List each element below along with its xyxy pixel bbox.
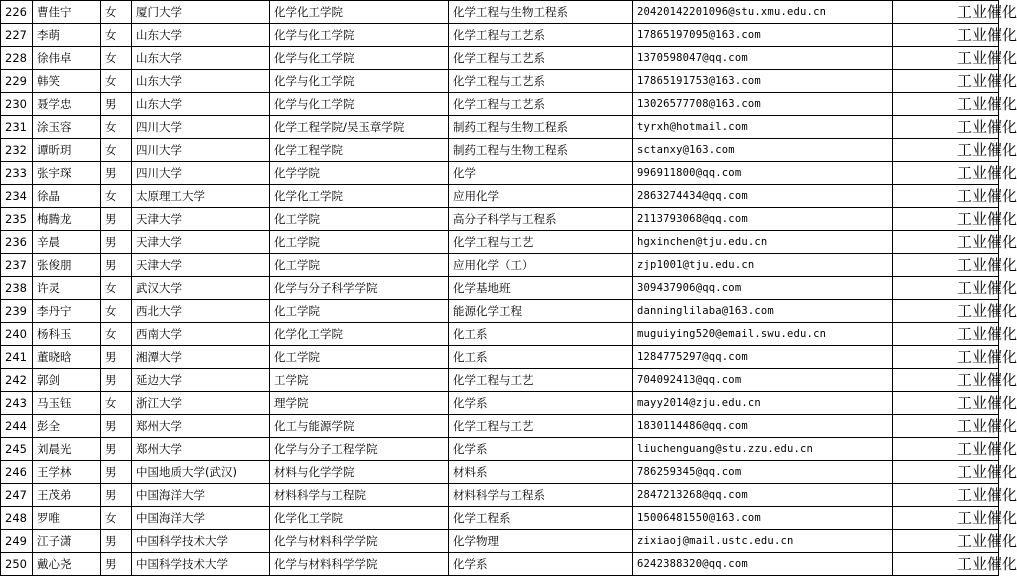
name-cell[interactable]: 徐晶 [33,185,101,208]
field-cell[interactable] [893,254,1017,277]
name-cell[interactable]: 杨科玉 [33,323,101,346]
university-cell[interactable]: 天津大学 [132,231,270,254]
department-cell[interactable]: 化工系 [449,346,633,369]
department-cell[interactable]: 化学工程与工艺系 [449,47,633,70]
university-cell[interactable]: 四川大学 [132,162,270,185]
gender-cell[interactable]: 女 [101,392,132,415]
college-cell[interactable]: 化学与材料科学学院 [270,530,449,553]
gender-cell[interactable]: 男 [101,231,132,254]
department-cell[interactable]: 应用化学 [449,185,633,208]
college-cell[interactable]: 化学与化工学院 [270,24,449,47]
department-cell[interactable]: 制药工程与生物工程系 [449,116,633,139]
field-label: 工业催化 [957,371,1017,389]
field-cell[interactable] [893,162,1017,185]
row-number-cell[interactable]: 243 [1,392,33,415]
row-number-cell[interactable]: 228 [1,47,33,70]
gender-cell[interactable]: 男 [101,162,132,185]
department-cell[interactable]: 化学工程与工艺系 [449,24,633,47]
row-number-cell[interactable]: 247 [1,484,33,507]
department-cell[interactable]: 应用化学（工） [449,254,633,277]
name-cell[interactable]: 王学林 [33,461,101,484]
university-cell[interactable]: 中国海洋大学 [132,507,270,530]
email-cell[interactable]: mayy2014@zju.edu.cn [633,392,893,415]
college-cell[interactable]: 化工学院 [270,208,449,231]
row-number-cell[interactable]: 232 [1,139,33,162]
gender-cell[interactable]: 男 [101,461,132,484]
name-cell[interactable]: 谭昕玥 [33,139,101,162]
table-row [1,231,999,254]
gender-cell[interactable]: 男 [101,553,132,576]
table-row [1,139,999,162]
gender-cell[interactable]: 男 [101,438,132,461]
field-cell[interactable] [893,346,1017,369]
field-label: 工业催化 [957,187,1017,205]
college-cell[interactable]: 化学与材料科学学院 [270,553,449,576]
name-cell[interactable]: 李丹宁 [33,300,101,323]
university-cell[interactable]: 山东大学 [132,70,270,93]
table-row [1,300,999,323]
table-row [1,70,999,93]
name-cell[interactable]: 张俊朋 [33,254,101,277]
field-label: 工业催化 [957,95,1017,113]
field-label: 工业催化 [957,49,1017,67]
name-cell[interactable]: 马玉钰 [33,392,101,415]
university-cell[interactable]: 郑州大学 [132,415,270,438]
department-cell[interactable]: 化学工程与工艺 [449,369,633,392]
row-number-cell[interactable]: 236 [1,231,33,254]
table-row [1,1,999,24]
university-cell[interactable]: 中国海洋大学 [132,484,270,507]
table-row [1,346,999,369]
field-cell[interactable] [893,323,1017,346]
name-cell[interactable]: 曹佳宁 [33,1,101,24]
field-cell[interactable] [893,185,1017,208]
college-cell[interactable]: 化学与化工学院 [270,93,449,116]
university-cell[interactable]: 天津大学 [132,254,270,277]
row-number-cell[interactable]: 246 [1,461,33,484]
name-cell[interactable]: 王茂弟 [33,484,101,507]
department-cell[interactable]: 化学基地班 [449,277,633,300]
name-cell[interactable]: 梅腾龙 [33,208,101,231]
table-row [1,93,999,116]
table-row [1,277,999,300]
email-cell[interactable]: sctanxy@163.com [633,139,893,162]
college-cell[interactable]: 化工学院 [270,300,449,323]
college-cell[interactable]: 理学院 [270,392,449,415]
email-cell[interactable]: 2863274434@qq.com [633,185,893,208]
field-label: 工业催化 [957,233,1017,251]
field-label: 工业催化 [957,164,1017,182]
field-label: 工业催化 [957,279,1017,297]
gender-cell[interactable]: 女 [101,24,132,47]
college-cell[interactable]: 化学工程学院 [270,139,449,162]
university-cell[interactable]: 武汉大学 [132,277,270,300]
table-row [1,530,999,553]
table-row [1,484,999,507]
field-label: 工业催化 [957,509,1017,527]
email-cell[interactable]: 1284775297@qq.com [633,346,893,369]
table-row [1,208,999,231]
department-cell[interactable]: 制药工程与生物工程系 [449,139,633,162]
gender-cell[interactable]: 女 [101,116,132,139]
gender-cell[interactable]: 男 [101,93,132,116]
university-cell[interactable]: 中国地质大学(武汉) [132,461,270,484]
name-cell[interactable]: 聂学忠 [33,93,101,116]
email-cell[interactable]: 996911800@qq.com [633,162,893,185]
college-cell[interactable]: 化学与化工学院 [270,70,449,93]
table-row [1,507,999,530]
college-cell[interactable]: 化学与化工学院 [270,47,449,70]
table-row [1,254,999,277]
department-cell[interactable]: 化学系 [449,392,633,415]
field-label: 工业催化 [957,210,1017,228]
table-row [1,116,999,139]
field-label: 工业催化 [957,3,1017,21]
row-number-cell[interactable]: 248 [1,507,33,530]
gender-cell[interactable]: 女 [101,507,132,530]
gender-cell[interactable]: 女 [101,185,132,208]
gender-cell[interactable]: 男 [101,484,132,507]
email-cell[interactable]: 2113793068@qq.com [633,208,893,231]
name-cell[interactable]: 董晓晗 [33,346,101,369]
row-number-cell[interactable]: 249 [1,530,33,553]
college-cell[interactable]: 化学化工学院 [270,1,449,24]
row-number-cell[interactable]: 230 [1,93,33,116]
field-cell[interactable] [893,47,1017,70]
university-cell[interactable]: 天津大学 [132,208,270,231]
department-cell[interactable]: 化工系 [449,323,633,346]
field-cell[interactable] [893,484,1017,507]
field-label: 工业催化 [957,440,1017,458]
department-cell[interactable]: 材料系 [449,461,633,484]
name-cell[interactable]: 许灵 [33,277,101,300]
department-cell[interactable]: 化学工程与工艺 [449,231,633,254]
field-cell[interactable] [893,369,1017,392]
gender-cell[interactable]: 女 [101,139,132,162]
field-label: 工业催化 [957,532,1017,550]
row-number-cell[interactable]: 239 [1,300,33,323]
name-cell[interactable]: 涂玉容 [33,116,101,139]
department-cell[interactable]: 化学系 [449,553,633,576]
email-cell[interactable]: 1830114486@qq.com [633,415,893,438]
field-cell[interactable] [893,93,1017,116]
gender-cell[interactable]: 女 [101,70,132,93]
field-label: 工业催化 [957,302,1017,320]
college-cell[interactable]: 工学院 [270,369,449,392]
college-cell[interactable]: 化学工程学院/吴玉章学院 [270,116,449,139]
university-cell[interactable]: 四川大学 [132,116,270,139]
gender-cell[interactable]: 女 [101,1,132,24]
table-row [1,392,999,415]
table-row [1,553,999,576]
university-cell[interactable]: 中国科学技术大学 [132,530,270,553]
university-cell[interactable]: 山东大学 [132,24,270,47]
university-cell[interactable]: 浙江大学 [132,392,270,415]
gender-cell[interactable]: 男 [101,208,132,231]
field-label: 工业催化 [957,256,1017,274]
field-cell[interactable] [893,1,1017,24]
email-cell[interactable]: zjp1001@tju.edu.cn [633,254,893,277]
field-label: 工业催化 [957,118,1017,136]
college-cell[interactable]: 化工学院 [270,254,449,277]
college-cell[interactable]: 化工与能源学院 [270,415,449,438]
college-cell[interactable]: 化工学院 [270,346,449,369]
department-cell[interactable]: 能源化学工程 [449,300,633,323]
department-cell[interactable]: 化学物理 [449,530,633,553]
row-number-cell[interactable]: 231 [1,116,33,139]
field-label: 工业催化 [957,72,1017,90]
gender-cell[interactable]: 女 [101,300,132,323]
email-cell[interactable]: 13026577708@163.com [633,93,893,116]
row-number-cell[interactable]: 240 [1,323,33,346]
university-cell[interactable]: 太原理工大学 [132,185,270,208]
email-cell[interactable]: 15006481550@163.com [633,507,893,530]
email-cell[interactable]: hgxinchen@tju.edu.cn [633,231,893,254]
table-row [1,24,999,47]
field-cell[interactable] [893,70,1017,93]
field-label: 工业催化 [957,463,1017,481]
college-cell[interactable]: 化学与分子科学学院 [270,277,449,300]
field-cell[interactable] [893,461,1017,484]
university-cell[interactable]: 山东大学 [132,47,270,70]
gender-cell[interactable]: 男 [101,530,132,553]
field-cell[interactable] [893,392,1017,415]
gender-cell[interactable]: 女 [101,323,132,346]
name-cell[interactable]: 江子潇 [33,530,101,553]
table-row [1,415,999,438]
university-cell[interactable]: 西南大学 [132,323,270,346]
college-cell[interactable]: 化工学院 [270,231,449,254]
row-number-cell[interactable]: 229 [1,70,33,93]
college-cell[interactable]: 化学化工学院 [270,507,449,530]
field-cell[interactable] [893,277,1017,300]
university-cell[interactable]: 郑州大学 [132,438,270,461]
email-cell[interactable]: 17865197095@163.com [633,24,893,47]
row-number-cell[interactable]: 250 [1,553,33,576]
row-number-cell[interactable]: 235 [1,208,33,231]
field-cell[interactable] [893,507,1017,530]
email-cell[interactable]: 17865191753@163.com [633,70,893,93]
field-label: 工业催化 [957,417,1017,435]
field-cell[interactable] [893,415,1017,438]
row-number-cell[interactable]: 226 [1,1,33,24]
email-cell[interactable]: danninglilaba@163.com [633,300,893,323]
gender-cell[interactable]: 女 [101,277,132,300]
department-cell[interactable]: 化学工程系 [449,507,633,530]
field-label: 工业催化 [957,348,1017,366]
name-cell[interactable]: 戴心尧 [33,553,101,576]
gender-cell[interactable]: 女 [101,47,132,70]
department-cell[interactable]: 化学工程与工艺系 [449,70,633,93]
field-cell[interactable] [893,553,1017,576]
email-cell[interactable]: 1370598047@qq.com [633,47,893,70]
university-cell[interactable]: 厦门大学 [132,1,270,24]
field-label: 工业催化 [957,141,1017,159]
field-cell[interactable] [893,438,1017,461]
row-number-cell[interactable]: 227 [1,24,33,47]
table-row [1,162,999,185]
university-cell[interactable]: 四川大学 [132,139,270,162]
gender-cell[interactable]: 男 [101,369,132,392]
field-label: 工业催化 [957,26,1017,44]
university-cell[interactable]: 中国科学技术大学 [132,553,270,576]
university-cell[interactable]: 湘潭大学 [132,346,270,369]
name-cell[interactable]: 辛晨 [33,231,101,254]
department-cell[interactable]: 高分子科学与工程系 [449,208,633,231]
college-cell[interactable]: 化学与分子工程学院 [270,438,449,461]
college-cell[interactable]: 化学学院 [270,162,449,185]
table-row [1,461,999,484]
field-label: 工业催化 [957,325,1017,343]
name-cell[interactable]: 郭剑 [33,369,101,392]
college-cell[interactable]: 化学化工学院 [270,323,449,346]
table-row [1,369,999,392]
name-cell[interactable]: 张宇琛 [33,162,101,185]
gender-cell[interactable]: 男 [101,415,132,438]
field-cell[interactable] [893,208,1017,231]
field-cell[interactable] [893,300,1017,323]
university-cell[interactable]: 延边大学 [132,369,270,392]
college-cell[interactable]: 材料科学与工程院 [270,484,449,507]
field-cell[interactable] [893,116,1017,139]
university-cell[interactable]: 山东大学 [132,93,270,116]
college-cell[interactable]: 化学化工学院 [270,185,449,208]
name-cell[interactable]: 徐伟卓 [33,47,101,70]
email-cell[interactable]: 2847213268@qq.com [633,484,893,507]
email-cell[interactable]: 6242388320@qq.com [633,553,893,576]
field-label: 工业催化 [957,486,1017,504]
field-cell[interactable] [893,231,1017,254]
email-cell[interactable]: 704092413@qq.com [633,369,893,392]
gender-cell[interactable]: 男 [101,254,132,277]
table-row [1,185,999,208]
row-number-cell[interactable]: 234 [1,185,33,208]
table-row [1,323,999,346]
field-label: 工业催化 [957,555,1017,573]
row-number-cell[interactable]: 244 [1,415,33,438]
department-cell[interactable]: 化学工程与生物工程系 [449,1,633,24]
university-cell[interactable]: 西北大学 [132,300,270,323]
name-cell[interactable]: 韩笑 [33,70,101,93]
department-cell[interactable]: 材料科学与工程系 [449,484,633,507]
name-cell[interactable]: 彭全 [33,415,101,438]
email-cell[interactable]: tyrxh@hotmail.com [633,116,893,139]
department-cell[interactable]: 化学工程与工艺 [449,415,633,438]
department-cell[interactable]: 化学系 [449,438,633,461]
email-cell[interactable]: zixiaoj@mail.ustc.edu.cn [633,530,893,553]
college-cell[interactable]: 材料与化学学院 [270,461,449,484]
row-number-cell[interactable]: 237 [1,254,33,277]
row-number-cell[interactable]: 238 [1,277,33,300]
field-cell[interactable] [893,24,1017,47]
field-cell[interactable] [893,530,1017,553]
row-number-cell[interactable]: 233 [1,162,33,185]
field-cell[interactable] [893,139,1017,162]
email-cell[interactable]: 786259345@qq.com [633,461,893,484]
table-row [1,438,999,461]
email-cell[interactable]: 20420142201096@stu.xmu.edu.cn [633,1,893,24]
row-number-cell[interactable]: 241 [1,346,33,369]
row-number-cell[interactable]: 245 [1,438,33,461]
table-body [1,1,1017,576]
department-cell[interactable]: 化学 [449,162,633,185]
email-cell[interactable]: muguiying520@email.swu.edu.cn [633,323,893,346]
email-cell[interactable]: 309437906@qq.com [633,277,893,300]
name-cell[interactable]: 刘晨光 [33,438,101,461]
field-label: 工业催化 [957,394,1017,412]
name-cell[interactable]: 罗唯 [33,507,101,530]
table-row [1,47,999,70]
row-number-cell[interactable]: 242 [1,369,33,392]
name-cell[interactable]: 李萌 [33,24,101,47]
gender-cell[interactable]: 男 [101,346,132,369]
email-cell[interactable]: liuchenguang@stu.zzu.edu.cn [633,438,893,461]
department-cell[interactable]: 化学工程与工艺系 [449,93,633,116]
